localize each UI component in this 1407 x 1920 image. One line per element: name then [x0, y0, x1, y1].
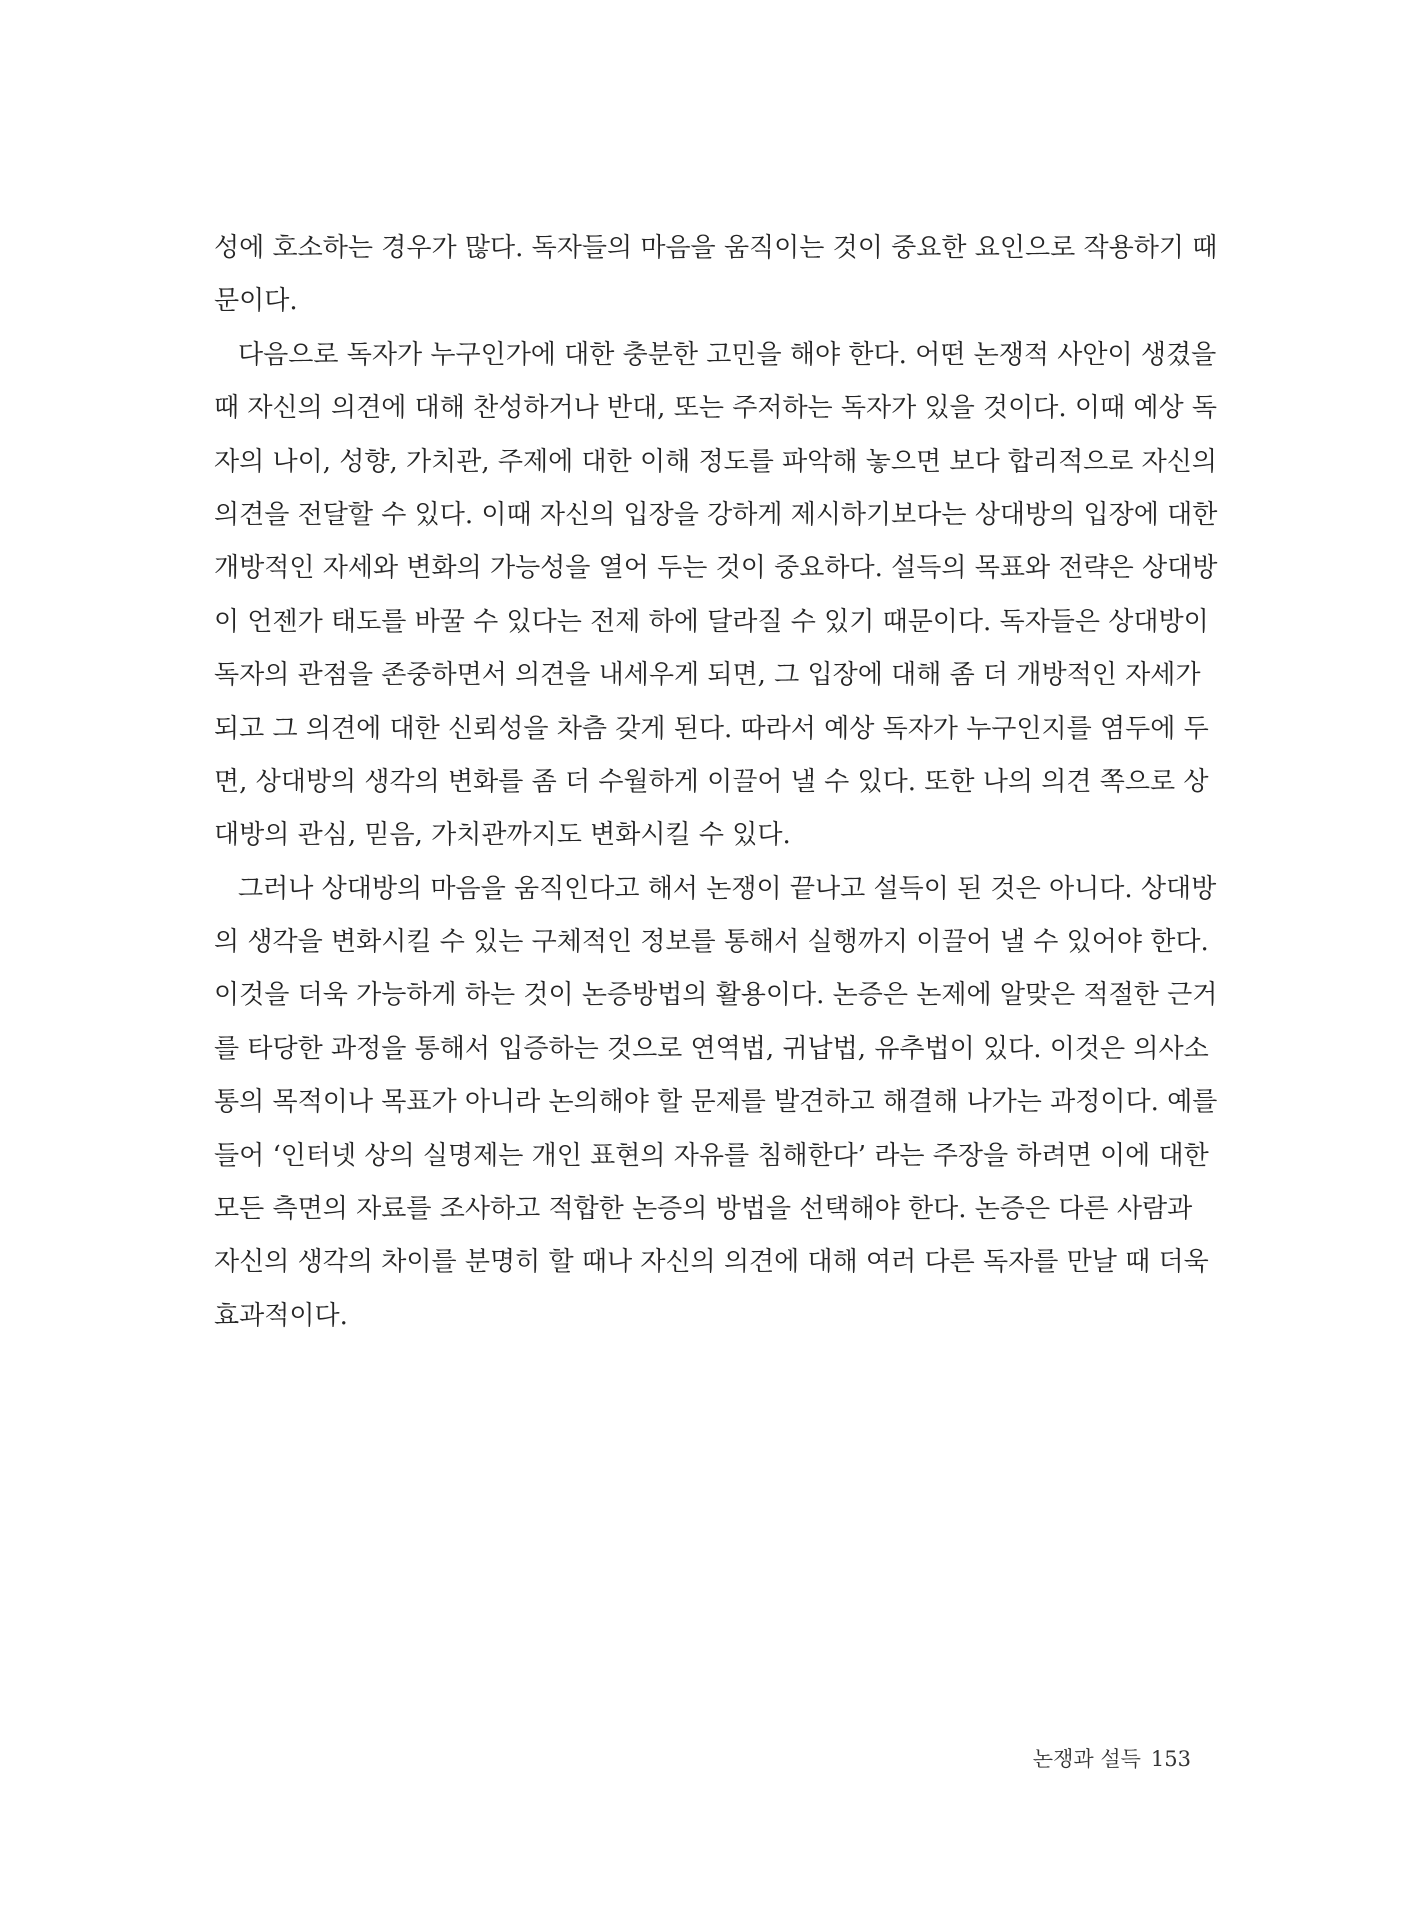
text-line: 자의 나이, 성향, 가치관, 주제에 대한 이해 정도를 파악해 놓으면 보다 합리적으로 자신의	[214, 446, 1218, 477]
text-line: 성에 호소하는 경우가 많다. 독자들의 마음을 움직이는 것이 중요한 요인으로 작용하기 때	[214, 233, 1218, 263]
text-line: 되고 그 의견에 대한 신뢰성을 차츰 갖게 된다. 따라서 예상 독자가 누구인지를 염두에 두	[214, 713, 1209, 744]
page-number: 153	[1150, 1747, 1191, 1771]
text-line: 의견을 전달할 수 있다. 이때 자신의 입장을 강하게 제시하기보다는 상대방의 입장에 대한	[214, 499, 1218, 530]
text-line: 의 생각을 변화시킬 수 있는 구체적인 정보를 통해서 실행까지 이끌어 낼 수 있어야 한다.	[214, 927, 1209, 958]
paragraph	[214, 329, 1218, 863]
text-line: 이것을 더욱 가능하게 하는 것이 논증방법의 활용이다. 논증은 논제에 알맞은 적절한 근거	[214, 980, 1218, 1011]
text-line: 효과적이다.	[214, 1300, 348, 1331]
paragraph	[214, 222, 1218, 329]
text-line: 다음으로 독자가 누구인가에 대한 충분한 고민을 해야 한다. 어떤 논쟁적 사안이 생겼을	[238, 339, 1217, 370]
text-line: 독자의 관점을 존중하면서 의견을 내세우게 되면, 그 입장에 대해 좀 더 개방적인 자세가	[214, 660, 1201, 691]
text-line: 그러나 상대방의 마음을 움직인다고 해서 논쟁이 끝나고 설득이 된 것은 아니다. 상대방	[238, 873, 1217, 904]
text-line: 면, 상대방의 생각의 변화를 좀 더 수월하게 이끌어 낼 수 있다. 또한 나의 의견 쪽으로 상	[214, 766, 1209, 797]
text-line: 이 언젠가 태도를 바꿀 수 있다는 전제 하에 달라질 수 있기 때문이다. 독자들은 상대방이	[214, 606, 1209, 637]
paragraph	[214, 863, 1218, 1344]
text-line: 대방의 관심, 믿음, 가치관까지도 변화시킬 수 있다.	[214, 820, 791, 851]
text-line: 를 타당한 과정을 통해서 입증하는 것으로 연역법, 귀납법, 유추법이 있다. 이것은 의사소	[214, 1033, 1209, 1064]
body-text	[214, 222, 1218, 1343]
text-line: 자신의 생각의 차이를 분명히 할 때나 자신의 의견에 대해 여러 다른 독자를 만날 때 더욱	[214, 1247, 1209, 1278]
page-footer	[1033, 1743, 1191, 1773]
text-line: 문이다.	[214, 286, 298, 317]
text-line: 개방적인 자세와 변화의 가능성을 열어 두는 것이 중요하다. 설득의 목표와 전략은 상대방	[214, 553, 1218, 584]
text-line: 통의 목적이나 목표가 아니라 논의해야 할 문제를 발견하고 해결해 나가는 과정이다. 예를	[214, 1087, 1218, 1118]
text-line: 모든 측면의 자료를 조사하고 적합한 논증의 방법을 선택해야 한다. 논증은 다른 사람과	[214, 1194, 1193, 1225]
running-title: 논쟁과 설득	[1032, 1747, 1141, 1771]
text-line: 때 자신의 의견에 대해 찬성하거나 반대, 또는 주저하는 독자가 있을 것이다. 이때 예상 독	[214, 393, 1218, 424]
text-line: 들어 ‘인터넷 상의 실명제는 개인 표현의 자유를 침해한다’ 라는 주장을 하려면 이에 대한	[214, 1140, 1209, 1171]
